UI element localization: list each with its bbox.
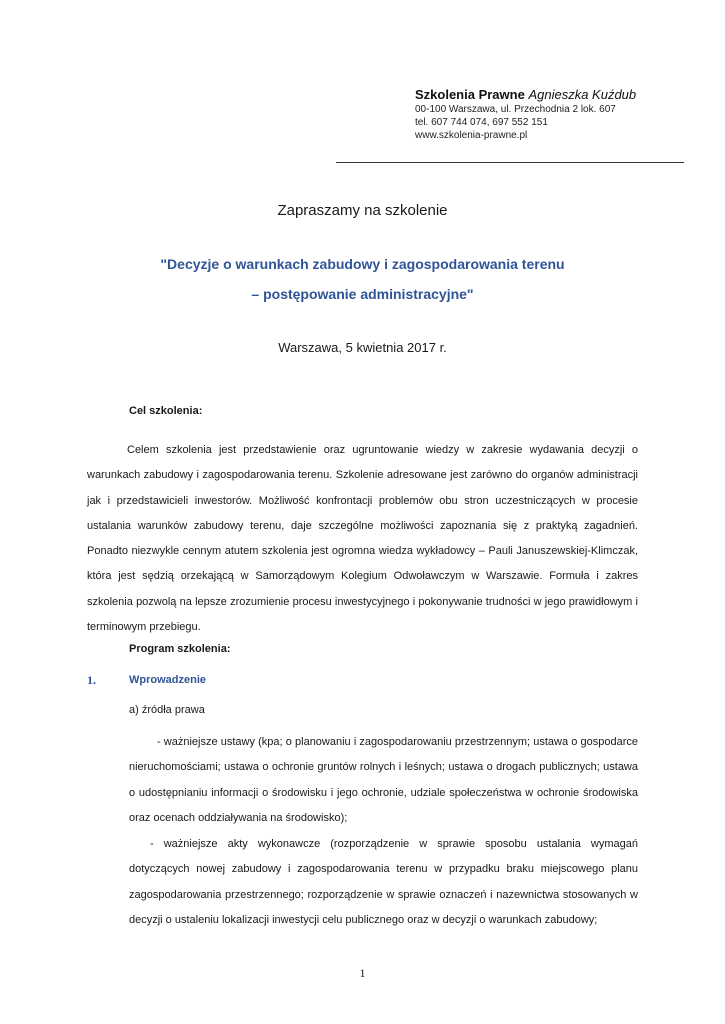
- bullet-regulations: - ważniejsze akty wykonawcze (rozporządzenie w sprawie sposobu ustalania wymagań dotyczących nowej zabudowy i zagospodarowania terenu w przypadku braku miejscowego planu zagospodarowania przestrzennego; rozporządzenie w sprawie oznaczeń i nazewnictwa stosowanych w decyzji o ustaleniu lokalizacji inwestycji celu publicznego oraz w decyzji o warunkach zabudowy;: [129, 838, 638, 926]
- letterhead-phone: tel. 607 744 074, 697 552 151: [415, 117, 548, 128]
- place-date: Warszawa, 5 kwietnia 2017 r.: [278, 340, 447, 355]
- section-number: 1.: [87, 673, 96, 687]
- training-title-line2: – postępowanie administracyjne": [251, 286, 474, 302]
- company-name: Szkolenia Prawne: [415, 87, 525, 102]
- letterhead-website: www.szkolenia-prawne.pl: [415, 130, 528, 141]
- header-divider: [336, 162, 684, 163]
- letterhead-address: 00-100 Warszawa, ul. Przechodnia 2 lok. 607: [415, 104, 616, 115]
- person-name: Agnieszka Kuźdub: [528, 87, 637, 102]
- section-title: Wprowadzenie: [129, 674, 207, 686]
- invitation-heading: Zapraszamy na szkolenie: [277, 202, 448, 219]
- subsection-a: a) źródła prawa: [129, 704, 205, 716]
- goal-heading: Cel szkolenia:: [129, 405, 203, 417]
- letterhead: [415, 86, 705, 142]
- program-heading: Program szkolenia:: [129, 643, 231, 655]
- letterhead-name: [415, 86, 705, 103]
- training-title-line1: "Decyzje o warunkach zabudowy i zagospodarowania terenu: [160, 256, 565, 272]
- goal-text: Celem szkolenia jest przedstawienie oraz ugruntowanie wiedzy w zakresie wydawania decyzji o warunkach zabudowy i zagospodarowania terenu. Szkolenie adresowane jest zarówno do organów administracji jak i przedstawicieli inwestorów. Możliwość konfrontacji problemów obu stron uczestniczących w procesie ustalania warunków zabudowy terenu, daje szczególne możliwości zapoznania się z praktyką zagadnień. Ponadto niezwykle cennym atutem szkolenia jest ogromna wiedza wykładowcy – Pauli Januszewskiej-Klimczak, która jest sędzią orzekającą w Samorządowym Kolegium Odwoławczym w Warszawie. Formuła i zakres szkolenia pozwolą na lepsze zrozumienie procesu inwestycyjnego i pokonywanie trudności w jego prawidłowym i terminowym przebiegu.: [87, 444, 638, 634]
- page-number: 1: [359, 966, 366, 980]
- bullet-laws: - ważniejsze ustawy (kpa; o planowaniu i zagospodarowaniu przestrzennym; ustawa o gospodarce nieruchomościami; ustawa o ochronie gruntów rolnych i leśnych; ustawa o drogach publicznych; ustawa o udostępnianiu informacji o środowisku i jego ochronie, udziale społeczeństwa w ochronie środowiska oraz ocenach oddziaływania na środowisko);: [129, 736, 638, 824]
